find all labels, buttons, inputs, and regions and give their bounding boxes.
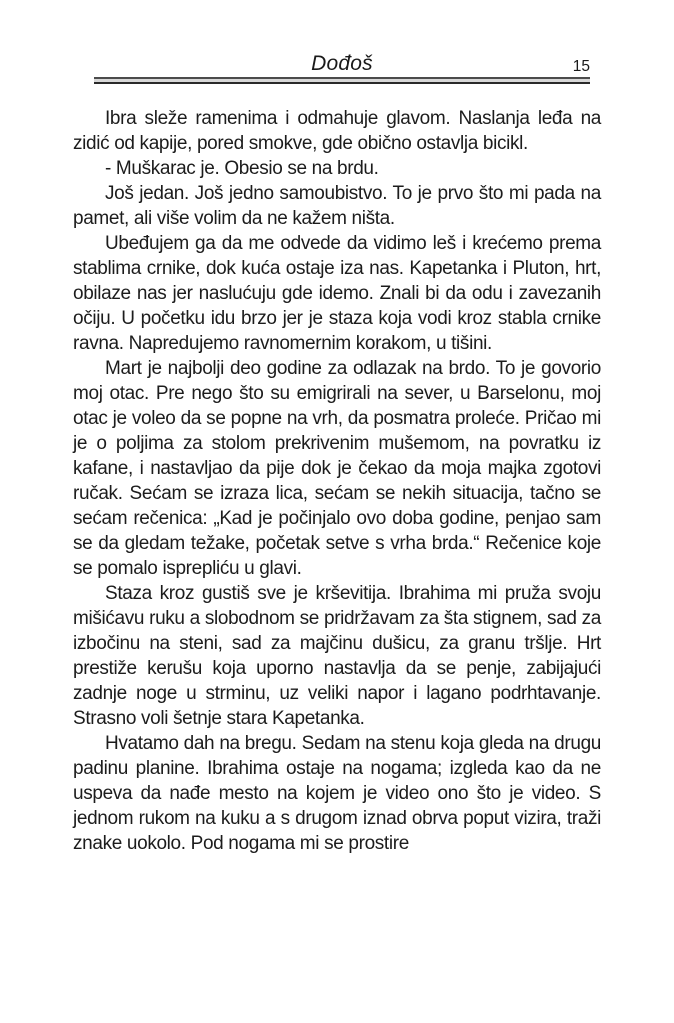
paragraph: Hvatamo dah na bregu. Sedam na stenu koja gleda na drugu padinu planine. Ibrahima ostaje na nogama; izgleda kao da ne uspeva da nađe mesto na kojem je video ono što je video. S jednom rukom na kuku a s drugom iznad obrva poput vizira, traži znake uokolo. Pod nogama mi se prostire bbox=[73, 733, 601, 854]
body-text bbox=[73, 106, 601, 856]
page-number: 15 bbox=[572, 58, 590, 75]
paragraph: Još jedan. Još jedno samoubistvo. To je prvo što mi pada na pamet, ali više volim da ne kažem ništa. bbox=[73, 183, 601, 229]
paragraph: Mart je najbolji deo godine za odlazak na brdo. To je govorio moj otac. Pre nego što su emigrirali na sever, u Barselonu, moj otac je voleo da se popne na vrh, da posmatra proleće. Pričao mi je o poljima za stolom prekrivenim mušemom, na povratku iz kafane, i nastavljao da pije dok je čekao da moja majka zgotovi ručak. Sećam se izraza lica, sećam se nekih situacija, tačno se sećam rečenica: „Kad je počinjalo ovo doba godine, penjao sam se da gledam težake, početak setve s vrha brda.“ Rečenice koje se pomalo isprepliću u glavi. bbox=[73, 358, 601, 579]
paragraph-dialogue: - Muškarac je. Obesio se na brdu. bbox=[105, 158, 379, 179]
paragraph: Ubeđujem ga da me odvede da vidimo leš i krećemo prema stablima crnike, dok kuća ostaje iza nas. Kapetanka i Pluton, hrt, obilaze nas jer naslućuju gde idemo. Znali bi da odu i zavezanih očiju. U početku idu brzo jer je staza koja vodi kroz stabla crnike ravna. Napredujemo ravnomernim korakom, u tišini. bbox=[73, 233, 601, 354]
paragraph: Ibra sleže ramenima i odmahuje glavom. Naslanja leđa na zidić od kapije, pored smokve, gde obično ostavlja bicikl. bbox=[73, 108, 601, 154]
book-title: Dođoš bbox=[311, 52, 373, 75]
paragraph: Staza kroz gustiš sve je krševitija. Ibrahima mi pruža svoju mišićavu ruku a slobodnom se pridržavam za šta stignem, sad za izbočinu na steni, sad za majčinu dušicu, za granu tršlje. Hrt prestiže kerušu koja uporno nastavlja da se penje, zabijajući zadnje noge u strminu, uz veliki napor i lagano podrhtavanje. Strasno voli šetnje stara Kapetanka. bbox=[73, 583, 601, 729]
header-rule-divider bbox=[94, 77, 590, 84]
running-head bbox=[94, 48, 590, 78]
